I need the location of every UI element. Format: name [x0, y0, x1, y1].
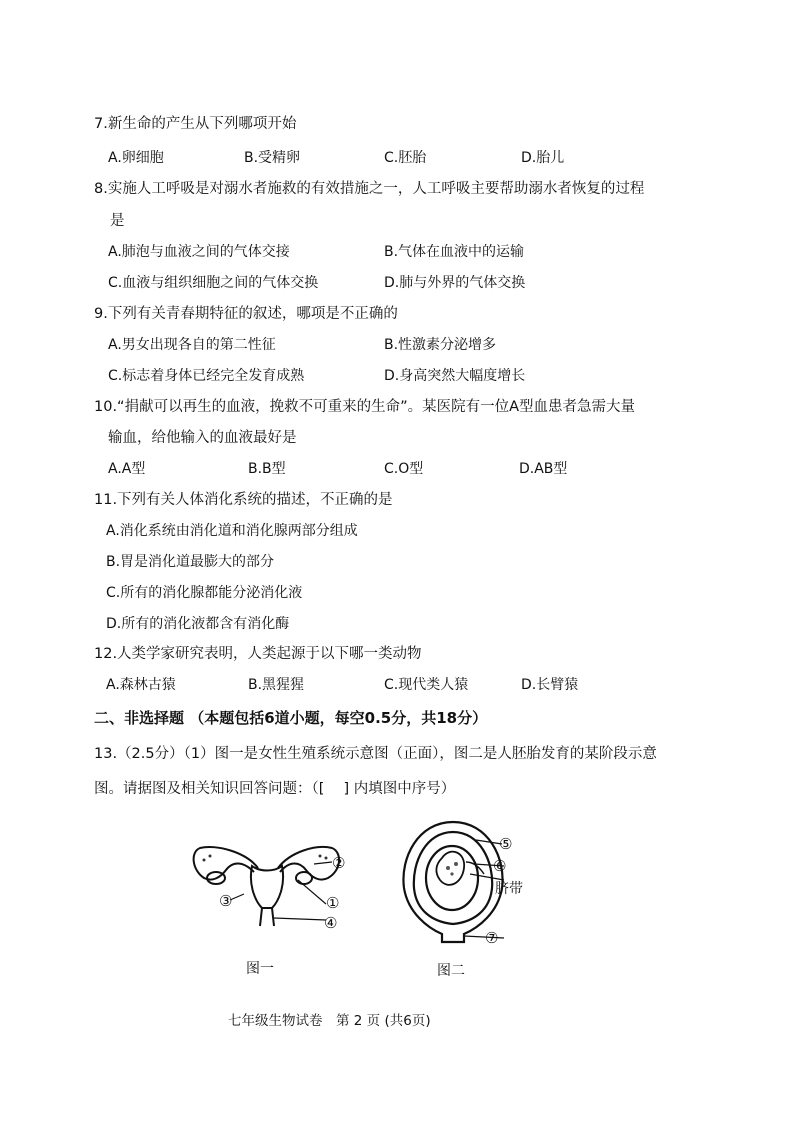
q10-option-c: C.O型	[384, 461, 424, 477]
q8-option-a: A.肺泡与血液之间的气体交接	[108, 244, 290, 260]
q7-option-c: C.胚胎	[384, 150, 427, 166]
q8-option-d: D.肺与外界的气体交换	[384, 275, 526, 291]
figure2-umbilical-label: 脐带	[495, 881, 523, 897]
figure1-label-3: ③	[219, 892, 233, 910]
q9-option-d: D.身高突然大幅度增长	[384, 368, 526, 384]
q10-option-b: B.B型	[248, 461, 286, 477]
q11-option-d: D.所有的消化液都含有消化酶	[106, 616, 290, 632]
q12-option-a: A.森林古猿	[106, 677, 176, 693]
q7-option-a: A.卵细胞	[108, 150, 164, 166]
q12-option-b: B.黑猩猩	[248, 677, 305, 693]
q12-option-d: D.长臂猿	[521, 677, 579, 693]
figure1-caption: 图一	[246, 961, 274, 977]
figure2-label-5: ⑤	[499, 835, 513, 853]
q11-option-a: A.消化系统由消化道和消化腺两部分组成	[106, 523, 358, 539]
figure1-label-4: ④	[324, 914, 338, 932]
q11-stem: 11.下列有关人体消化系统的描述，不正确的是	[94, 492, 393, 508]
section-title: 二、非选择题 （本题包括6道小题，每空0.5分，共18分）	[94, 709, 488, 727]
figure2-caption: 图二	[437, 963, 465, 979]
q10-stem-cont: 输血，给他输入的血液最好是	[108, 430, 297, 446]
q8-option-c: C.血液与组织细胞之间的气体交换	[108, 275, 319, 291]
q8-stem: 8.实施人工呼吸是对溺水者施救的有效措施之一，人工呼吸主要帮助溺水者恢复的过程	[94, 181, 645, 197]
figure1-label-2: ②	[332, 854, 346, 872]
q13-stem: 13.（2.5分）（1）图一是女性生殖系统示意图（正面），图二是人胚胎发育的某阶段示意	[94, 746, 657, 762]
q9-option-a: A.男女出现各自的第二性征	[108, 337, 276, 353]
q12-option-c: C.现代类人猿	[384, 677, 469, 693]
q12-stem: 12.人类学家研究表明，人类起源于以下哪一类动物	[94, 646, 422, 662]
q10-stem: 10.“捐献可以再生的血液，挽救不可重来的生命”。某医院有一位A型血患者急需大量	[94, 399, 635, 415]
q11-option-c: C.所有的消化腺都能分泌消化液	[106, 585, 303, 601]
q8-stem-cont: 是	[110, 213, 125, 229]
q7-stem: 7.新生命的产生从下列哪项开始	[94, 116, 297, 132]
q10-option-a: A.A型	[108, 461, 146, 477]
q13-stem-cont: 图。请据图及相关知识回答问题：（[ ] 内填图中序号）	[94, 781, 456, 797]
q9-option-c: C.标志着身体已经完全发育成熟	[108, 368, 305, 384]
q11-option-b: B.胃是消化道最膨大的部分	[106, 554, 275, 570]
q7-option-d: D.胎儿	[521, 150, 565, 166]
figure1-label-1: ①	[326, 894, 340, 912]
page-footer: 七年级生物试卷 第 2 页 (共6页)	[228, 1013, 431, 1029]
figure2-label-7: ⑦	[485, 929, 499, 947]
q8-option-b: B.气体在血液中的运输	[384, 244, 525, 260]
q10-option-d: D.AB型	[519, 461, 568, 477]
q9-stem: 9.下列有关青春期特征的叙述，哪项是不正确的	[94, 306, 398, 322]
figure1-diagram	[186, 838, 346, 928]
q9-option-b: B.性激素分泌增多	[384, 337, 497, 353]
figure2-label-6: ⑥	[493, 857, 507, 875]
q7-option-b: B.受精卵	[244, 150, 301, 166]
